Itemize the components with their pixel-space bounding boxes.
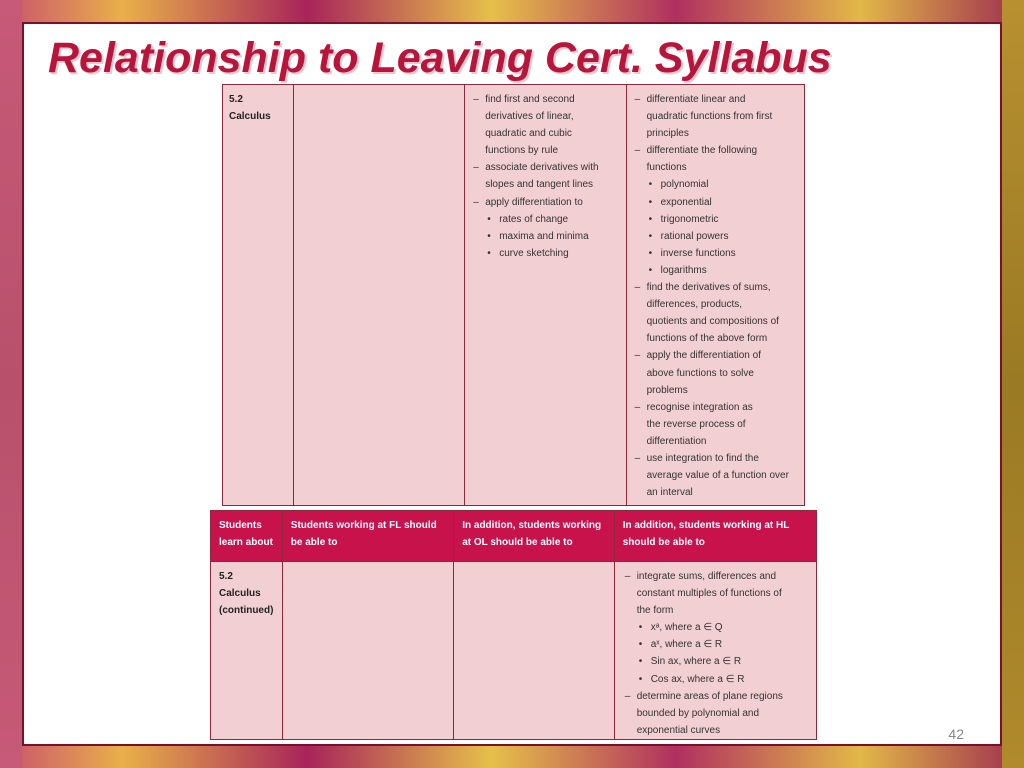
header-students-learn: Students learn about [211, 511, 283, 561]
dash-marker: – [473, 196, 479, 208]
list-item-text: differentiate linear and [646, 94, 746, 105]
bullet-marker: • [638, 656, 643, 668]
table-body-row [211, 561, 816, 739]
list-dash-item [471, 91, 619, 108]
list-item-text: quadratic functions from first [646, 111, 773, 123]
bullet-marker: • [648, 196, 653, 208]
list-bullet-item [623, 636, 808, 653]
list-item-text: integrate sums, differences and [636, 571, 777, 582]
list-item-text: average value of a function over [646, 470, 789, 482]
list-dash-item [633, 91, 798, 108]
list-item-text: apply differentiation to [485, 196, 583, 208]
list-continuation [471, 142, 619, 159]
list-item-text: the reverse process of [646, 418, 746, 430]
list-dash-item [471, 159, 619, 176]
dash-marker: – [634, 282, 641, 294]
list-item-text: bounded by polynomial and [636, 707, 760, 719]
list-item-text: differences, products, [646, 299, 743, 311]
bullet-marker: • [648, 247, 653, 259]
list-bullet-item [623, 619, 808, 636]
list-item-text: constant multiples of functions of [636, 588, 782, 600]
list-continuation [633, 125, 798, 142]
list-bullet-item [633, 194, 798, 211]
list-bullet-item [471, 211, 619, 228]
list-continuation [633, 296, 798, 313]
dash-marker: – [473, 94, 479, 105]
ol-cell [465, 85, 626, 505]
list-continuation [623, 585, 808, 602]
list-item-text: rational powers [660, 230, 729, 242]
list-item-text: exponential [660, 196, 712, 208]
header-hl: In addition, students working at HL should be able to [622, 520, 790, 548]
list-bullet-item [633, 262, 798, 279]
bullet-marker: • [648, 230, 653, 242]
list-item-text: determine areas of plane regions [636, 690, 783, 702]
list-item-text: Cos ax, where a ∈ R [650, 673, 745, 685]
hl-cell [615, 562, 816, 739]
list-item-text: polynomial [660, 179, 709, 191]
fl-cell [283, 562, 454, 739]
dash-marker: – [624, 571, 631, 582]
list-item-text: an interval [646, 487, 693, 499]
bullet-marker: • [487, 230, 491, 242]
topic-code: 5.2 [219, 571, 233, 582]
table-header-row [211, 511, 816, 561]
list-bullet-item [623, 653, 808, 670]
list-continuation [633, 159, 798, 176]
list-item-text: xᵃ, where a ∈ Q [650, 622, 723, 634]
list-bullet-item [471, 245, 619, 262]
syllabus-table-bottom [210, 510, 817, 740]
slide-canvas [22, 22, 1002, 746]
list-continuation [633, 365, 798, 382]
list-item-text: use integration to find the [646, 452, 759, 464]
bullet-marker: • [638, 639, 643, 651]
list-item-text: find the derivatives of sums, [646, 282, 771, 294]
topic-name: Calculus [229, 111, 271, 123]
list-dash-item [633, 399, 798, 416]
list-continuation [633, 382, 798, 399]
dash-marker: – [634, 350, 641, 362]
list-item-text: differentiate the following [646, 145, 758, 157]
list-continuation [471, 176, 619, 193]
topic-cell [223, 85, 294, 505]
list-item-text: apply the differentiation of [646, 350, 761, 362]
list-item-text: the form [636, 605, 674, 617]
list-item-text: logarithms [660, 264, 707, 276]
list-item-text: principles [646, 128, 689, 140]
list-item-text: associate derivatives with [485, 162, 599, 174]
list-item-text: quadratic and cubic [485, 128, 572, 140]
list-item-text: rates of change [499, 213, 569, 225]
list-continuation [623, 722, 808, 739]
list-item-text: functions of the above form [646, 333, 768, 345]
list-item-text: Sin ax, where a ∈ R [650, 656, 742, 668]
list-bullet-item [633, 176, 798, 193]
list-item-text: trigonometric [660, 213, 719, 225]
list-item-text: functions by rule [485, 145, 559, 157]
list-continuation [633, 108, 798, 125]
list-continuation [633, 467, 798, 484]
fl-cell [294, 85, 465, 505]
list-item-text: quotients and compositions of [646, 316, 779, 328]
list-item-text: differentiation [646, 435, 707, 447]
dash-marker: – [473, 162, 479, 174]
list-bullet-item [471, 228, 619, 245]
list-item-text: problems [646, 384, 688, 396]
hl-cell [627, 85, 804, 505]
list-item-text: exponential curves [636, 724, 721, 736]
syllabus-table-top [222, 84, 805, 506]
dash-marker: – [634, 401, 641, 413]
bullet-marker: • [638, 622, 643, 634]
ol-list [471, 91, 619, 262]
ol-cell [454, 562, 614, 739]
dash-marker: – [634, 145, 641, 157]
list-item-text: above functions to solve [646, 367, 754, 379]
list-bullet-item [633, 228, 798, 245]
list-continuation [633, 313, 798, 330]
list-item-text: curve sketching [499, 247, 569, 259]
list-bullet-item [633, 245, 798, 262]
list-continuation [633, 330, 798, 347]
slide-number: 42 [948, 726, 964, 742]
list-dash-item [623, 568, 808, 585]
dash-marker: – [624, 690, 631, 702]
frame-left-border [0, 0, 22, 768]
list-continuation [471, 125, 619, 142]
hl-list [633, 91, 798, 501]
topic-name: Calculus [219, 588, 261, 600]
bullet-marker: • [648, 213, 653, 225]
list-item-text: find first and second [485, 94, 575, 105]
list-bullet-item [623, 671, 808, 688]
header-fl: Students working at FL should be able to [283, 511, 454, 561]
list-continuation [633, 433, 798, 450]
list-dash-item [633, 450, 798, 467]
header-ol: In addition, students working at OL should be able to [454, 511, 614, 561]
list-item-text: slopes and tangent lines [485, 179, 594, 191]
list-dash-item [633, 347, 798, 364]
hl-list [623, 568, 808, 739]
list-item-text: maxima and minima [499, 230, 589, 242]
list-item-text: recognise integration as [646, 401, 753, 413]
bullet-marker: • [487, 213, 491, 225]
bullet-marker: • [487, 247, 491, 259]
list-continuation [623, 602, 808, 619]
list-item-text: aˣ, where a ∈ R [650, 639, 723, 651]
list-continuation [633, 416, 798, 433]
dash-marker: – [634, 452, 641, 464]
bullet-marker: • [648, 179, 653, 191]
topic-code: 5.2 [229, 94, 243, 105]
list-dash-item [471, 194, 619, 211]
list-bullet-item [633, 211, 798, 228]
bullet-marker: • [648, 264, 653, 276]
list-continuation [623, 705, 808, 722]
topic-note: (continued) [219, 605, 274, 617]
slide-title: Relationship to Leaving Cert. Syllabus [48, 34, 832, 82]
frame-right-border [1002, 0, 1024, 768]
list-dash-item [633, 142, 798, 159]
list-continuation [471, 108, 619, 125]
list-item-text: inverse functions [660, 247, 736, 259]
bullet-marker: • [638, 673, 643, 685]
dash-marker: – [634, 94, 641, 105]
list-dash-item [633, 279, 798, 296]
list-dash-item [623, 688, 808, 705]
list-item-text: derivatives of linear, [485, 111, 574, 123]
list-item-text: functions [646, 162, 687, 174]
topic-cell-continued [211, 562, 283, 739]
list-continuation [633, 484, 798, 501]
